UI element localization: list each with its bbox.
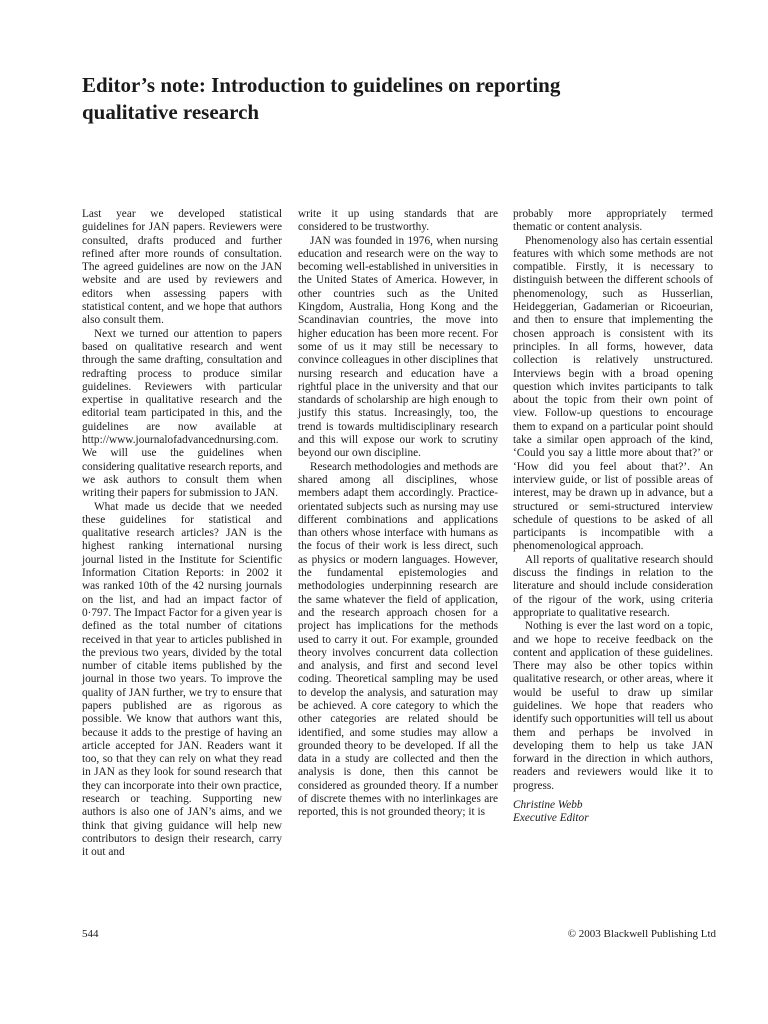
paragraph: JAN was founded in 1976, when nursing education and research were on the way to becoming well-established in universities in the United States of America. However, in other countries such as the United Kingdom, Australia, Hong Kong and the Scandinavian countries, the move into higher education has been more recent. For some of us it may still be necessary to convince colleagues in other disciplines that nursing research and education have a rightful place in the university and that our standards of scholarship are high enough to justify this status. Increasingly, too, the trend is towards multidisciplinary research and this will expose our work to scrutiny beyond our own discipline. — [298, 234, 498, 460]
author-name: Christine Webb — [513, 799, 583, 812]
paragraph: Last year we developed statistical guidelines for JAN papers. Reviewers were consulted, drafts produced and further refined after more rounds of consultation. The agreed guidelines are now on the JAN website and are used by reviewers and editors when assessing papers with statistical content, and we hope that authors also consult them. — [82, 208, 282, 327]
paragraph: Next we turned our attention to papers based on qualitative research and went through the same drafting, consultation and redrafting process to produce similar guidelines. Reviewers with particular expertise in qualitative research and the editorial team participated in this, and the guidelines are now available at http://www.journalofadvancednursing.com. We will use the guidelines when considering qualitative research reports, and we ask authors to consult them when writing their papers for submission to JAN. — [82, 327, 282, 500]
copyright-notice: © 2003 Blackwell Publishing Ltd — [567, 928, 716, 940]
paragraph: Nothing is ever the last word on a topic, and we hope to receive feedback on the content and application of these guidelines. There may also be other topics within qualitative research, or other areas, where it would be useful to draw up similar guidelines. We hope that readers who identify such opportunities will tell us about them and perhaps be involved in developing them to help us take JAN forward in the direction in which authors, readers and reviewers would like it to progress. — [513, 620, 713, 792]
page-number: 544 — [82, 928, 99, 940]
signature-block — [513, 799, 713, 826]
author-role: Executive Editor — [513, 812, 589, 825]
paragraph: probably more appropriately termed thematic or content analysis. — [513, 208, 713, 234]
paragraph: Research methodologies and methods are shared among all disciplines, whose members adapt them accordingly. Practice-orientated subjects such as nursing may use different combinations and applications than others whose interface with humans as the focus of their work is less direct, such as physics or modern languages. However, the fundamental epistemologies and methodologies underpinning research are the same whatever the field of application, and the research approach chosen for a project has implications for the methods used to carry it out. For example, grounded theory involves concurrent data collection and analysis, and first and second level coding. Theoretical sampling may be used to develop the analysis, and saturation may be achieved. A core category to which the other categories are related should be identified, and some studies may allow a grounded theory to be developed. If all the data in a study are collected and then the analysis is done, then this cannot be considered as grounded theory. If a number of discrete themes with no interlinkages are reported, this is not grounded theory; it is — [298, 460, 498, 819]
column-2 — [298, 208, 498, 820]
paragraph: What made us decide that we needed these guidelines for statistical and qualitative research articles? JAN is the highest ranking international nursing journal listed in the Institute for Scientific Information Citation Reports: in 2002 it was ranked 10th of the 42 nursing journals on the list, and had an impact factor of 0·797. The Impact Factor for a given year is defined as the total number of citations received in that year to articles published in the previous two years, divided by the total number of citable items published by the journal in those two years. To improve the quality of JAN further, we try to ensure that papers published are as rigorous as possible. We know that authors want this, because it adds to the prestige of having an article accepted for JAN. Readers want it too, so that they can rely on what they read in JAN as they look for sound research that they can incorporate into their own practice, research or teaching. Supporting new authors is also one of JAN’s aims, and we think that giving guidance will help new contributors to design their research, carry it out and — [82, 500, 282, 859]
paragraph: All reports of qualitative research should discuss the findings in relation to the literature and should include consideration of the rigour of the work, using criteria appropriate to qualitative research. — [513, 553, 713, 619]
paragraph: write it up using standards that are considered to be trustworthy. — [298, 208, 498, 234]
page-footer — [82, 928, 716, 940]
article-title: Editor’s note: Introduction to guidelines on reporting qualitative research — [82, 73, 561, 124]
column-3 — [513, 208, 713, 826]
column-1 — [82, 208, 282, 860]
paragraph: Phenomenology also has certain essential features with which some methods are not compatible. Firstly, it is necessary to distinguish between the different schools of phenomenology, such as Husserlian, Heideggerian, Gadamerian or Ricoeurian, and then to ensure that implementing the chosen approach is consistent with its principles. In all forms, however, data collection is relatively unstructured. Interviews begin with a broad opening question which invites participants to talk about the topic from their own point of view. Follow-up questions to encourage them to expand on a particular point should take a similar open approach of the kind, ‘Could you say a little more about that?’ or ‘How did you feel about that?’. An interview guide, or list of possible areas of interest, may be drawn up in advance, but a structured or semi-structured interview schedule of questions to be asked of all participants is incompatible with a phenomenological approach. — [513, 234, 713, 553]
